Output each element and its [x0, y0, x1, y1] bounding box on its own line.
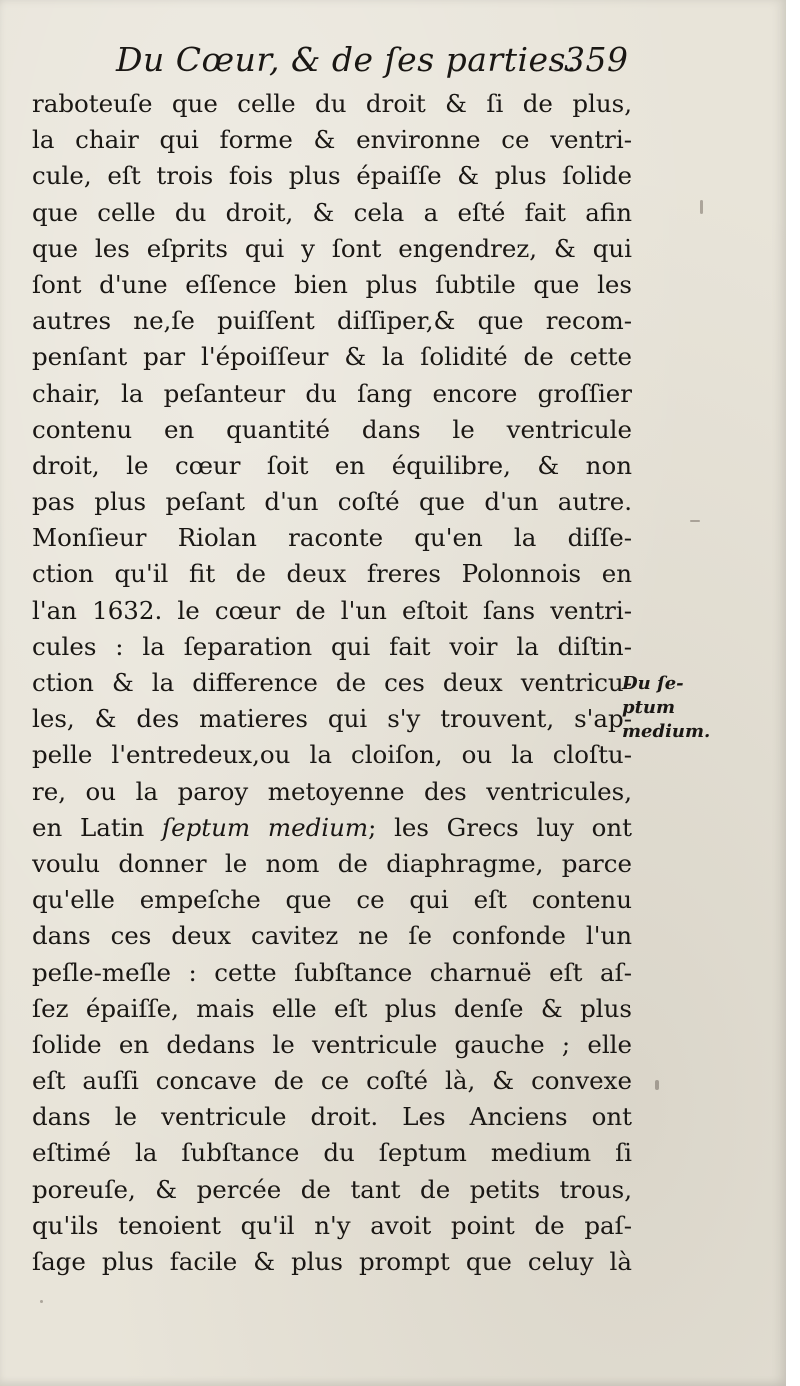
margin-note	[622, 672, 732, 744]
latin-line-prefix: en Latin	[32, 812, 163, 842]
text-line: les, & des matieres qui s'y trouvent, s'ap-	[32, 704, 632, 734]
text-line: pas plus peſant d'un coſté que d'un autre.	[32, 487, 632, 517]
text-line: eſt auſſi concave de ce coſté là, & convexe	[32, 1066, 632, 1096]
paper-speck	[40, 1300, 43, 1303]
running-title: Du Cœur, & de ſes parties.	[116, 40, 577, 79]
margin-note-line: medium.	[622, 721, 711, 742]
text-line: ſolide en dedans le ventricule gauche ; elle	[32, 1029, 632, 1059]
text-line: ſage plus facile & plus prompt que celuy là	[32, 1247, 632, 1276]
text-line: que les eſprits qui y ſont engendrez, & qui	[32, 233, 632, 263]
text-line: eſtimé la ſubſtance du ſeptum medium ſi	[32, 1138, 632, 1168]
text-line: poreuſe, & percée de tant de petits trous,	[32, 1174, 632, 1204]
text-line: l'an 1632. le cœur de l'un eſtoit ſans ventri-	[32, 595, 632, 625]
text-line: Monſieur Riolan raconte qu'en la diſſe-	[32, 523, 632, 553]
text-line: contenu en quantité dans le ventricule	[32, 414, 632, 444]
text-line: la chair qui forme & environne ce ventri-	[32, 125, 632, 155]
text-line: ction & la difference de ces deux ventricu-	[32, 668, 632, 697]
text-line: cules : la ſeparation qui fait voir la diſtin-	[32, 631, 632, 661]
latin-line	[32, 810, 632, 846]
latin-line-suffix: ; les Grecs luy ont	[368, 812, 632, 842]
text-line: penſant par l'époiſſeur & la ſolidité de cette	[32, 342, 632, 372]
text-line: ſont d'une eſſence bien plus ſubtile que les	[32, 269, 632, 299]
paper-speck	[655, 1080, 659, 1090]
text-line: raboteuſe que celle du droit & ſi de plus,	[32, 89, 632, 118]
page-number: 359	[564, 40, 629, 79]
text-line: droit, le cœur ſoit en équilibre, & non	[32, 450, 632, 480]
latin-term: ſeptum medium	[162, 812, 369, 842]
running-head	[116, 40, 636, 92]
margin-note-line: ptum	[622, 697, 676, 718]
body-text	[32, 86, 632, 1280]
text-line: qu'ils tenoient qu'il n'y avoit point de paſ-	[32, 1210, 632, 1240]
text-line: pelle l'entredeux,ou la cloiſon, ou la cloſtu-	[32, 740, 632, 770]
paper-speck	[700, 200, 703, 214]
text-line: ſez épaiſſe, mais elle eſt plus denſe & plus	[32, 993, 632, 1023]
paper-speck	[690, 520, 700, 522]
page-edge	[786, 0, 800, 1386]
text-line: voulu donner le nom de diaphragme, parce	[32, 848, 632, 878]
text-line: chair, la peſanteur du ſang encore groſſier	[32, 378, 632, 408]
text-line: dans le ventricule droit. Les Anciens ont	[32, 1102, 632, 1132]
text-line: cule, eſt trois fois plus épaiſſe & plus ſolide	[32, 161, 632, 191]
text-line: peſle-meſle : cette ſubſtance charnuë eſt aſ-	[32, 957, 632, 987]
text-line: que celle du droit, & cela a eſté fait afin	[32, 197, 632, 227]
text-line: ction qu'il fit de deux freres Polonnois en	[32, 559, 632, 589]
text-line: autres ne,ſe puiſſent diſſiper,& que recom-	[32, 306, 632, 336]
text-line: dans ces deux cavitez ne ſe confonde l'un	[32, 921, 632, 951]
text-line: re, ou la paroy metoyenne des ventricules,	[32, 776, 632, 806]
margin-note-line: Du ſe-	[622, 673, 684, 694]
text-line: qu'elle empeſche que ce qui eſt contenu	[32, 885, 632, 915]
